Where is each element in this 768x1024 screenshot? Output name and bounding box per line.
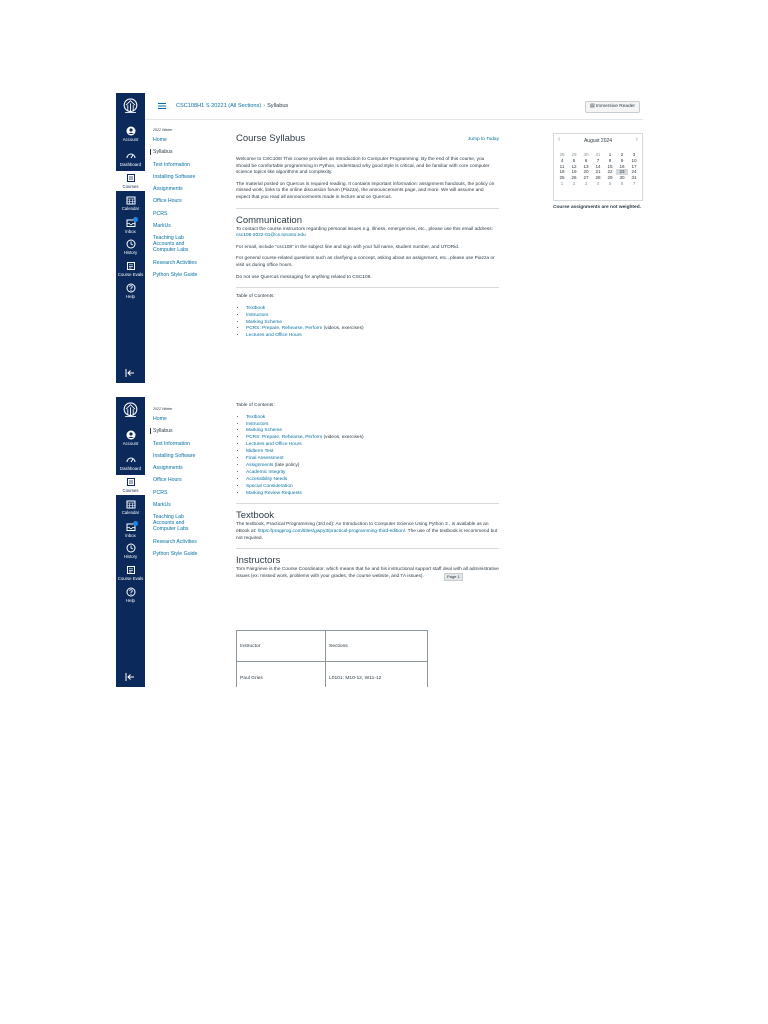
history-icon: [126, 239, 136, 249]
toc-link-pcrs[interactable]: PCRS: Prepare, Rehearse, Perform: [246, 435, 323, 441]
calendar-day[interactable]: 6: [620, 180, 624, 186]
list-item: [246, 449, 499, 456]
chevron-right-icon[interactable]: ›: [635, 136, 638, 143]
course-nav-python-style-guide[interactable]: Python Style Guide: [153, 271, 198, 278]
toc-label: Table of Contents:: [236, 403, 275, 408]
calendar-grid: [556, 152, 640, 187]
course-email-link[interactable]: csc108-2022-01@cs.toronto.edu: [236, 233, 306, 239]
account-icon: [126, 126, 136, 136]
screenshot-top: [116, 93, 643, 383]
course-nav-research-activities[interactable]: Research Activities: [153, 259, 197, 266]
global-nav-label: Help: [126, 598, 135, 603]
course-nav-research-activities[interactable]: Research Activities: [153, 538, 197, 545]
immersive-reader-button[interactable]: [585, 101, 640, 113]
communication-heading: Communication: [236, 214, 302, 226]
calendar-day[interactable]: 20: [583, 169, 589, 175]
communication-paragraph-2: For email, include "csc108" in the subject line and sign with your full name, student number, and UTORid.: [236, 244, 460, 250]
toc-link-marking-scheme[interactable]: Marking Scheme: [246, 428, 282, 434]
global-nav-dashboard[interactable]: [116, 151, 145, 167]
calendar-day[interactable]: 7: [596, 157, 600, 163]
help-icon: [126, 283, 136, 293]
account-icon: [126, 430, 136, 440]
course-nav-home[interactable]: Home: [153, 416, 167, 422]
calendar-day[interactable]: 17: [631, 163, 637, 169]
calendar-icon: [126, 195, 136, 205]
toc-link-pcrs[interactable]: PCRS: Prepare, Rehearse, Perform: [246, 326, 323, 332]
global-nav-label: Inbox: [125, 533, 136, 538]
communication-paragraph-3: For general course-related questions such as clarifying a concept, asking about an assignment, etc., please use Piazza or visit us during office hours.: [236, 256, 495, 268]
global-nav-help[interactable]: [116, 283, 145, 299]
calendar-day[interactable]: 13: [583, 163, 589, 169]
calendar-day[interactable]: 15: [607, 163, 613, 169]
screenshot-bottom: [116, 397, 643, 687]
global-nav-course-evals[interactable]: [116, 565, 145, 581]
calendar-day[interactable]: 8: [608, 157, 612, 163]
course-nav: [153, 128, 223, 284]
calendar-day[interactable]: 29: [607, 175, 613, 181]
instructors-paragraph: Tom Fairgrieve is the Course Coordinator, which means that he and his instructional support staff deal with all administrative issues (ex: missed work, problems with your grades, the course website, and TA issues).: [236, 567, 499, 579]
toc-link-lectures[interactable]: Lectures and Office Hours: [246, 333, 302, 339]
list-item: [246, 456, 499, 463]
calendar-day[interactable]: 28: [595, 175, 601, 181]
list-item: [246, 333, 499, 340]
course-term: 2022 Winter: [153, 407, 173, 411]
global-nav-label: Calendar: [121, 510, 140, 515]
list-item: [246, 422, 499, 429]
calendar-icon: [126, 499, 136, 509]
toc-note: (videos, exercises): [322, 435, 364, 441]
calendar-day[interactable]: 26: [571, 175, 577, 181]
calendar-month: August 2024: [583, 138, 613, 144]
calendar-day[interactable]: 3: [584, 180, 588, 186]
breadcrumb-course-link[interactable]: CSC108H1 S 20221 (All Sections): [176, 103, 262, 109]
mini-calendar: [553, 133, 643, 201]
table-header: Sections: [326, 631, 428, 662]
calendar-day[interactable]: 18: [559, 169, 565, 175]
global-nav-inbox[interactable]: [116, 218, 145, 234]
toc-link-lectures[interactable]: Lectures and Office Hours: [246, 442, 302, 448]
global-nav-label: History: [123, 250, 138, 255]
page-title: Course Syllabus: [236, 133, 306, 144]
history-icon: [126, 543, 136, 553]
toc-link-instructors[interactable]: Instructors: [246, 421, 269, 427]
global-nav-calendar[interactable]: [116, 195, 145, 211]
course-nav-markus[interactable]: MarkUs: [153, 223, 171, 230]
global-nav-label: Dashboard: [119, 466, 142, 471]
calendar-day-today[interactable]: 23: [616, 169, 628, 175]
toc-link-accessibility[interactable]: Accessibility Needs: [246, 476, 288, 482]
toc-list: [236, 306, 499, 341]
global-nav-courses[interactable]: [116, 171, 145, 191]
calendar-day[interactable]: 21: [595, 169, 601, 175]
global-nav-label: Courses: [122, 184, 139, 189]
global-nav-label: Inbox: [125, 229, 136, 234]
unread-badge: [133, 217, 138, 222]
calendar-day[interactable]: 14: [595, 163, 601, 169]
calendar-day[interactable]: 6: [584, 157, 588, 163]
calendar-week: [556, 181, 640, 187]
toc-link-textbook[interactable]: Textbook: [246, 414, 266, 420]
global-nav-label: Account: [122, 441, 139, 446]
calendar-day[interactable]: 11: [559, 163, 565, 169]
divider: [236, 503, 499, 504]
course-nav-installing-software[interactable]: Installing Software: [153, 173, 196, 180]
course-nav: [153, 407, 223, 563]
global-nav-course-evals[interactable]: [116, 261, 145, 277]
toc-note: (videos, exercises): [322, 326, 364, 332]
help-icon: [126, 587, 136, 597]
global-nav-label: Course Evals: [117, 576, 144, 581]
calendar-day[interactable]: 30: [583, 152, 589, 157]
toc-link-academic-integrity[interactable]: Academic Integrity: [246, 469, 286, 475]
calendar-day[interactable]: 5: [572, 157, 576, 163]
calendar-day[interactable]: 29: [571, 152, 577, 157]
divider: [236, 208, 499, 209]
table-row: [237, 662, 428, 688]
unread-badge: [133, 521, 138, 526]
table-cell: L0101: M10-12, W11-12: [326, 662, 428, 688]
toc-list: [236, 415, 499, 498]
global-nav-account[interactable]: [116, 430, 145, 446]
course-nav-pcrs[interactable]: PCRS: [153, 210, 168, 217]
global-nav-account[interactable]: [116, 126, 145, 142]
calendar-day[interactable]: 19: [571, 169, 577, 175]
calendar-day[interactable]: 24: [631, 169, 637, 175]
toc-link-textbook[interactable]: Textbook: [246, 305, 266, 311]
course-evals-icon: [126, 261, 136, 271]
course-term: 2022 Winter: [153, 128, 173, 132]
breadcrumb-separator: ›: [263, 103, 266, 109]
course-evals-icon: [126, 565, 136, 575]
global-nav-dashboard[interactable]: [116, 455, 145, 471]
chevron-left-icon[interactable]: ‹: [558, 136, 561, 143]
calendar-day[interactable]: 16: [619, 163, 625, 169]
toc-link-final-assessment[interactable]: Final Assessment: [246, 456, 284, 462]
syllabus-content: [236, 403, 499, 585]
list-item: [246, 477, 499, 484]
global-nav: [116, 397, 145, 687]
course-nav-assignments[interactable]: Assignments: [153, 186, 183, 193]
table-header: Instructor: [237, 631, 326, 662]
global-nav-inbox[interactable]: [116, 522, 145, 538]
immersive-reader-label: Immersive Reader: [595, 104, 635, 109]
global-nav-history[interactable]: [116, 239, 145, 255]
global-nav-courses[interactable]: [116, 475, 145, 495]
instructors-heading: Instructors: [236, 555, 281, 567]
university-crest-icon[interactable]: [121, 402, 140, 420]
dashboard-icon: [126, 151, 136, 161]
toc-link-assignments[interactable]: Assignments: [246, 462, 274, 468]
global-nav-calendar[interactable]: [116, 499, 145, 515]
textbook-suffix: . The use of the textbook is recommend but not required.: [236, 529, 498, 541]
global-nav-label: History: [123, 554, 138, 559]
page-indicator: Page 1: [444, 573, 463, 581]
textbook-text: The textbook, Practical Programming (3rd ed): An Introduction to Computer Science Using Python 3 , is available as an eBook at:: [236, 522, 489, 535]
table-header-row: [237, 631, 428, 662]
hamburger-menu-icon[interactable]: [158, 103, 166, 109]
table-cell: Paul Gries: [237, 662, 326, 688]
global-nav-label: Dashboard: [119, 162, 142, 167]
calendar-day[interactable]: 27: [583, 175, 589, 181]
list-item: [246, 491, 499, 498]
calendar-day[interactable]: 3: [632, 152, 636, 157]
toc-link-special-consideration[interactable]: Special Consideration: [246, 483, 293, 489]
toc-link-marking-scheme[interactable]: Marking Scheme: [246, 319, 282, 325]
courses-icon: [126, 477, 136, 487]
calendar-day[interactable]: 12: [571, 163, 577, 169]
book-icon: ▤: [589, 104, 596, 109]
calendar-day[interactable]: 10: [631, 157, 637, 163]
toc-label: Table of Contents:: [236, 294, 275, 300]
calendar-day[interactable]: 4: [560, 157, 564, 163]
collapse-nav-icon[interactable]: [125, 369, 136, 377]
list-item: [246, 442, 499, 449]
course-nav-syllabus[interactable]: Syllabus: [150, 428, 223, 434]
list-item: [246, 313, 499, 320]
courses-icon: [126, 173, 136, 183]
calendar-day[interactable]: 2: [572, 180, 576, 186]
calendar-day[interactable]: 9: [620, 157, 624, 163]
list-item: [246, 463, 499, 470]
dashboard-icon: [126, 455, 136, 465]
course-nav-installing-software[interactable]: Installing Software: [153, 452, 196, 459]
university-crest-icon[interactable]: [121, 98, 140, 116]
toc-note: (late policy): [273, 462, 300, 468]
global-nav-label: Course Evals: [117, 272, 144, 277]
calendar-day[interactable]: 7: [632, 180, 636, 186]
intro-paragraph-2: The material posted on Quercus is required reading. It contains important information: assignment handouts, the policy on missed work, links to the online discussion forum (Piazza), the announcements page, and more. We will assume and expect that you read all announcements made in lecture and on Quercus.: [236, 181, 495, 200]
course-nav-test-information[interactable]: Test Information: [153, 161, 190, 168]
toc-link-marking-review[interactable]: Marking Review Requests: [246, 490, 302, 496]
calendar-day[interactable]: 1: [560, 180, 564, 186]
calendar-day[interactable]: 22: [607, 169, 613, 175]
divider: [236, 287, 499, 288]
breadcrumb: [176, 103, 288, 109]
top-bar: [145, 93, 643, 120]
course-nav-pcrs[interactable]: PCRS: [153, 489, 168, 496]
list-item: [246, 306, 499, 313]
calendar-day[interactable]: 2: [620, 152, 624, 157]
course-nav-home[interactable]: Home: [153, 137, 167, 143]
toc-link-instructors[interactable]: Instructors: [246, 312, 269, 318]
course-nav-office-hours[interactable]: Office Hours: [153, 198, 182, 205]
communication-paragraph-4: Do not use Quercus messaging for anything related to CSC108.: [236, 274, 372, 280]
calendar-day[interactable]: 30: [619, 175, 625, 181]
divider: [236, 548, 499, 549]
syllabus-content: [236, 133, 499, 340]
global-nav-help[interactable]: [116, 587, 145, 603]
course-nav-teaching-lab[interactable]: Teaching Lab Accounts and Computer Labs: [153, 514, 189, 533]
textbook-paragraph: [236, 522, 499, 542]
list-item: [246, 484, 499, 491]
contact-text: To contact the course instructors regarding personal issues e.g. illness, emergencies, etc., please use this email address:: [236, 226, 494, 232]
calendar-day[interactable]: 28: [559, 152, 565, 157]
global-nav-label: Account: [122, 137, 139, 142]
collapse-nav-icon[interactable]: [125, 673, 136, 681]
calendar-day[interactable]: 31: [631, 175, 637, 181]
breadcrumb-current-page: Syllabus: [267, 103, 289, 109]
course-nav-test-information[interactable]: Test Information: [153, 440, 190, 447]
course-nav-assignments[interactable]: Assignments: [153, 465, 183, 472]
global-nav: [116, 93, 145, 383]
instructors-table: [236, 630, 428, 687]
list-item: [246, 415, 499, 422]
global-nav-label: Courses: [122, 488, 139, 493]
communication-paragraph-1: [236, 227, 499, 240]
course-nav-markus[interactable]: MarkUs: [153, 502, 171, 509]
global-nav-label: Help: [126, 294, 135, 299]
course-nav-python-style-guide[interactable]: Python Style Guide: [153, 550, 198, 557]
calendar-day[interactable]: 1: [608, 152, 612, 157]
global-nav-label: Calendar: [121, 206, 140, 211]
course-nav-syllabus[interactable]: Syllabus: [150, 149, 223, 155]
calendar-day[interactable]: 5: [608, 180, 612, 186]
textbook-heading: Textbook: [236, 510, 275, 522]
list-item: [246, 470, 499, 477]
course-nav-teaching-lab[interactable]: Teaching Lab Accounts and Computer Labs: [153, 235, 189, 254]
calendar-day[interactable]: 4: [596, 180, 600, 186]
calendar-note: Course assignments are not weighted.: [553, 205, 641, 210]
intro-paragraph-1: Welcome to CSC108! This course provides an Introduction to Computer Programming. By the end of this course, you should be comfortable programming in Python, understand why good style is critical, and be familiar with core computer science topics like algorithms and complexity.: [236, 157, 490, 176]
global-nav-history[interactable]: [116, 543, 145, 559]
course-nav-office-hours[interactable]: Office Hours: [153, 477, 182, 484]
calendar-day[interactable]: 25: [559, 175, 565, 181]
jump-to-today-link[interactable]: Jump to Today: [467, 137, 499, 142]
textbook-link[interactable]: https://pragprog.com/titles/gwpy3/practical-programming-third-edition/: [257, 529, 406, 535]
toc-link-midterm[interactable]: Midterm Test: [246, 449, 274, 455]
calendar-day[interactable]: 31: [595, 152, 601, 157]
